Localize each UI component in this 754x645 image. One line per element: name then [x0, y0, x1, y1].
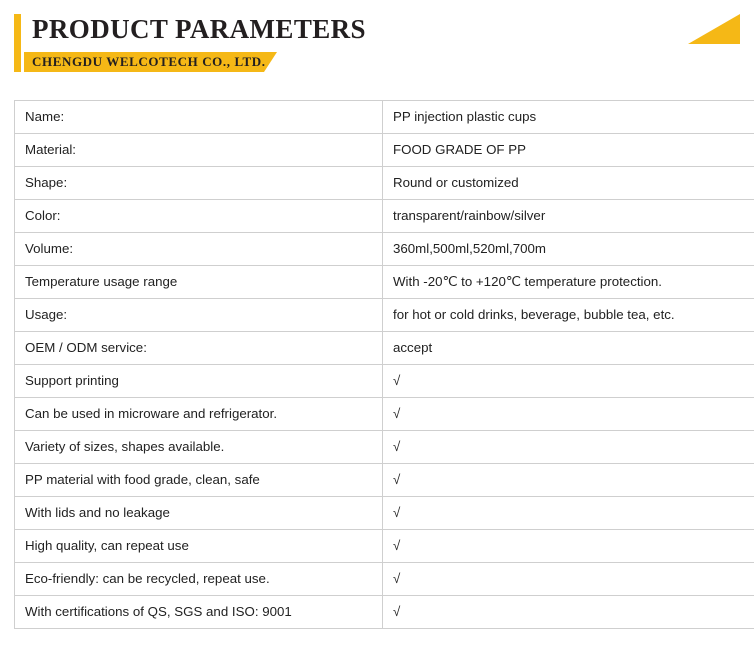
- row-value: PP injection plastic cups: [383, 101, 754, 134]
- header-accent-bar: [14, 14, 21, 72]
- row-value-checkmark: √: [383, 464, 754, 497]
- row-label: Support printing: [15, 365, 383, 398]
- table-row: [15, 233, 754, 266]
- row-value: FOOD GRADE OF PP: [383, 134, 754, 167]
- table-row: [15, 101, 754, 134]
- parameters-table: [14, 100, 754, 629]
- header-text-group: [32, 12, 366, 72]
- row-value: With -20℃ to +120℃ temperature protection.: [383, 266, 754, 299]
- table-row: [15, 266, 754, 299]
- table-row: [15, 596, 754, 629]
- table-row: [15, 365, 754, 398]
- company-name: CHENGDU WELCOTECH CO., LTD.: [32, 54, 266, 69]
- row-value: for hot or cold drinks, beverage, bubble tea, etc.: [383, 299, 754, 332]
- row-label: Variety of sizes, shapes available.: [15, 431, 383, 464]
- header-corner-triangle-decoration: [688, 14, 740, 44]
- row-label: Color:: [15, 200, 383, 233]
- row-label: With certifications of QS, SGS and ISO: 9001: [15, 596, 383, 629]
- row-label: With lids and no leakage: [15, 497, 383, 530]
- row-label: Usage:: [15, 299, 383, 332]
- row-value-checkmark: √: [383, 563, 754, 596]
- table-row: [15, 497, 754, 530]
- row-label: Eco-friendly: can be recycled, repeat use.: [15, 563, 383, 596]
- row-value-checkmark: √: [383, 398, 754, 431]
- parameters-table-wrapper: [14, 100, 740, 629]
- row-value-checkmark: √: [383, 596, 754, 629]
- row-label: OEM / ODM service:: [15, 332, 383, 365]
- row-value-checkmark: √: [383, 431, 754, 464]
- company-banner: [32, 52, 266, 72]
- row-label: Shape:: [15, 167, 383, 200]
- table-row: [15, 299, 754, 332]
- parameters-table-body: [15, 101, 754, 629]
- row-label: Volume:: [15, 233, 383, 266]
- row-label: PP material with food grade, clean, safe: [15, 464, 383, 497]
- row-label: Can be used in microware and refrigerator.: [15, 398, 383, 431]
- triangle-shape: [688, 14, 740, 44]
- row-value-checkmark: √: [383, 497, 754, 530]
- table-row: [15, 398, 754, 431]
- row-label: Name:: [15, 101, 383, 134]
- table-row: [15, 431, 754, 464]
- row-value: accept: [383, 332, 754, 365]
- table-row: [15, 530, 754, 563]
- row-value: Round or customized: [383, 167, 754, 200]
- table-row: [15, 332, 754, 365]
- row-label: Material:: [15, 134, 383, 167]
- table-row: [15, 167, 754, 200]
- table-row: [15, 134, 754, 167]
- table-row: [15, 563, 754, 596]
- page-title: PRODUCT PARAMETERS: [32, 14, 366, 44]
- row-value-checkmark: √: [383, 365, 754, 398]
- row-value-checkmark: √: [383, 530, 754, 563]
- row-label: Temperature usage range: [15, 266, 383, 299]
- table-row: [15, 464, 754, 497]
- table-row: [15, 200, 754, 233]
- row-label: High quality, can repeat use: [15, 530, 383, 563]
- row-value: 360ml,500ml,520ml,700m: [383, 233, 754, 266]
- page-header: [0, 0, 754, 92]
- row-value: transparent/rainbow/silver: [383, 200, 754, 233]
